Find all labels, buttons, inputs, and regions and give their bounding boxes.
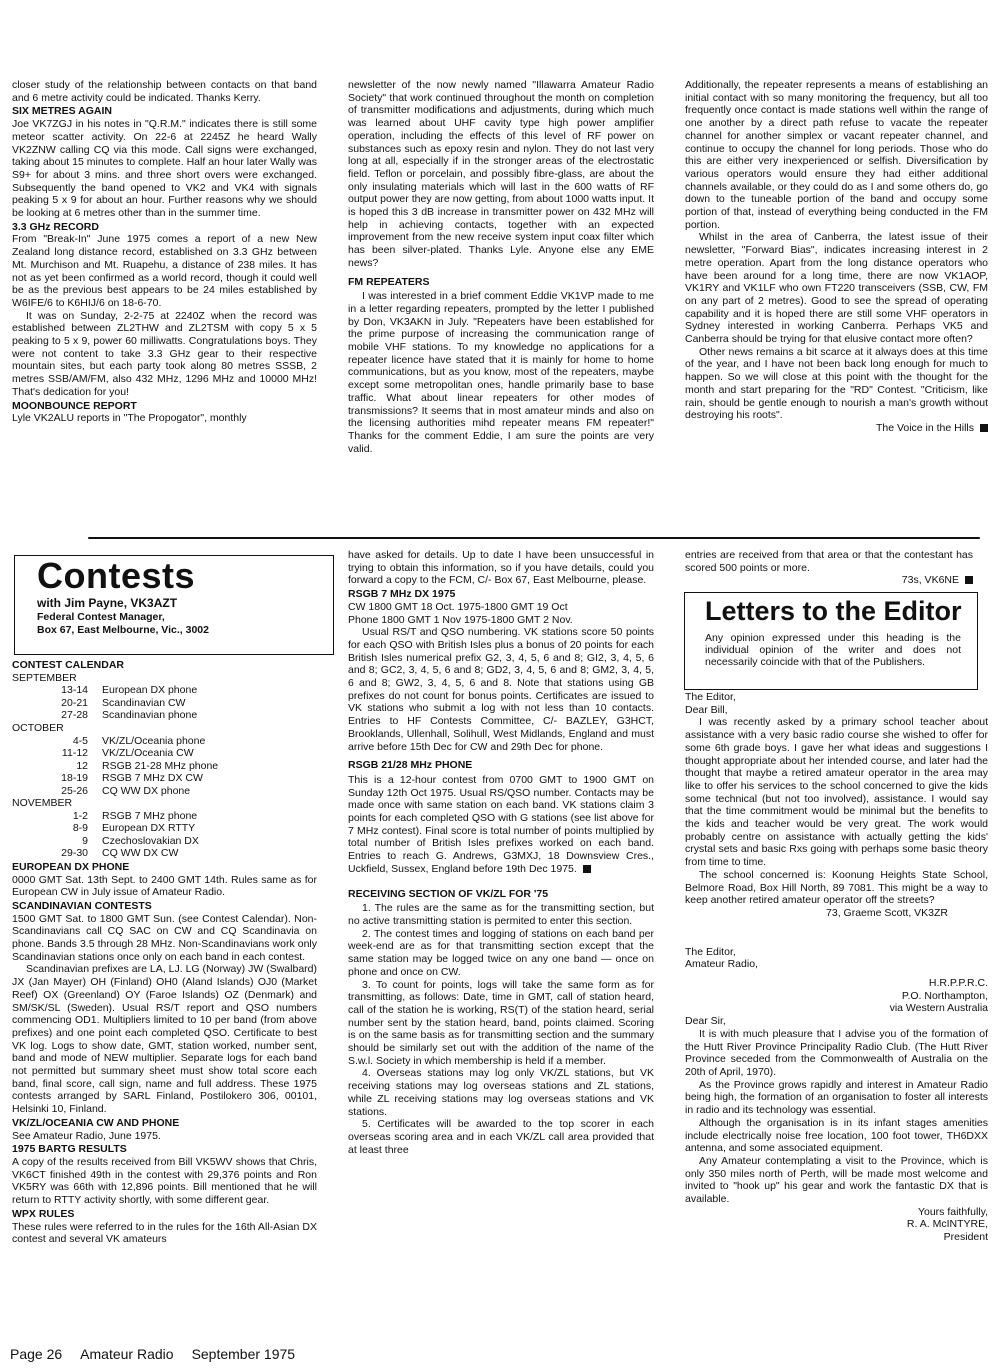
- receiving-signoff-text: 73s, VK6NE: [901, 574, 959, 587]
- calendar-row: [12, 760, 317, 773]
- letter1-greeting: Dear Bill,: [685, 703, 728, 716]
- letter2-greeting: Dear Sir,: [685, 1015, 726, 1028]
- calendar-event: Czechoslovakian DX: [102, 834, 199, 847]
- vkzl-body: See Amateur Radio, June 1975.: [12, 1129, 161, 1142]
- ghz-record-p1: From "Break-In" June 1975 comes a report of a new New Zealand long distance record, established on 3.3 GHz between Mt. Murchison and Mt. Ruapehu, a distance of 238 miles. It has not as yet been confirmed as a world record, though it could well be as the previous best appears to be 24 miles established by W6IFE/6 to K6HIJ/6 on 18-6-70.: [12, 233, 317, 309]
- rsgb-21mhz-body-wrap: [348, 774, 654, 876]
- calendar-row: [12, 772, 317, 785]
- letters-column: [685, 691, 988, 1244]
- rsgb-7mhz-cw: CW 1800 GMT 18 Oct. 1975-1800 GMT 19 Oct: [348, 600, 568, 613]
- rsgb-7mhz-phone: Phone 1800 GMT 1 Nov 1975-1800 GMT 2 Nov.: [348, 613, 573, 626]
- letter1-p1: I was recently asked by a primary school teacher about assistance with a very basic radio course she wished to offer for some 6th grade boys. I gave her what ideas and suggestions I thought appropriate about her intended course, and later had the thought that maybe a retired amateur operator in the area may like to offer his services to the school concerned to give the kids some technical (but not too involved), assistance. I would say that the time commitment would be minimal but the benefits to the kids and teacher would be very great. The work would probably centre on assistance with actually getting the kids' crystal sets and basic Rxs going with perhaps some basic theory from time to time.: [685, 716, 988, 869]
- calendar-event: VK/ZL/Oceania CW: [102, 747, 194, 760]
- calendar-date: 1-2: [72, 809, 88, 822]
- scandinavian-p2: Scandinavian prefixes are LA, LJ. LG (Norway) JW (Swalbard) JX (Jan Mayer) OH (Finland) OH0 (Aland Islands) OJ0 (Market Reef) OX (Greenland) OY (Faroe Islands) OZ (Denmark) and SM/SK/SL (Sweden). Usual RS/T report and QSO numbers commencing OD1. Multipliers limited to 10 per band (from above prefixes) and one point each completed QSO. Certificate to best VK log. Logs to show date, GMT, station worked, number sent, band and mode of NEW multiplier. Separate logs for each band not permitted but summary sheet must show total score each band, final score, call sign, name and full address. These 1975 contests arranged by SARL Finland, Postilokero 306, 00101, Helsinki 10, Finland.: [12, 963, 317, 1116]
- contests-address: [37, 611, 209, 637]
- wpx-body: These rules were referred to in the rules for the 16th All-Asian DX contest and several VK amateurs: [12, 1220, 317, 1246]
- repeaters-continued: Additionally, the repeater represents a means of establishing an initial contact with so many monitoring the frequency, but all too frequently once contact is made stations well within the range of one another by a direct path refuse to vacate the repeater channel for another simplex or vacant repeater channel, and continue to occupy the channel for long periods. Those who do this are either very inexperienced or selfish. Diversification by various operators would ensure they had either additional channels available, or they could do as I and some others do, go down to the tuneable portion of the band and occupy some portion of that, instead of everything being conducted in the FM portion.: [685, 79, 988, 231]
- calendar-date: 12: [76, 759, 88, 772]
- calendar-event: CQ WW DX phone: [102, 784, 191, 797]
- letter2-p1: It is with much pleasure that I advise you of the formation of the Hutt River Province Principality Radio Club. (The Hutt River Province seceded from the Commonwealth of Australia on the 20th of April, 1970).: [685, 1027, 988, 1078]
- european-dx-heading: EUROPEAN DX PHONE: [12, 860, 130, 873]
- receiving-signoff: [685, 574, 973, 587]
- receiving-rule-1: 1. The rules are the same as for the transmitting section, but no active transmitting station is permited to enter this section.: [348, 902, 654, 927]
- contests-role: Federal Contest Manager,: [37, 611, 165, 623]
- calendar-event: RSGB 7 MHz DX CW: [102, 772, 203, 785]
- footer-issue: September 1975: [191, 1346, 296, 1362]
- vkzl-heading: VK/ZL/OCEANIA CW AND PHONE: [12, 1116, 180, 1129]
- end-mark-icon: [583, 865, 591, 873]
- letter2-address-3: via Western Australia: [889, 1002, 988, 1015]
- contests-column-3-top: [685, 549, 973, 587]
- scandinavian-p1: 1500 GMT Sat. to 1800 GMT Sun. (see Contest Calendar). Non-Scandinavians call CQ SAC on CW and CQ Scandinavia on phone. Bands 3.5 through 28 MHz. Non-Scandinavians work only Scandinavian stations once only on each band in each contest.: [12, 912, 317, 963]
- calendar-heading: CONTEST CALENDAR: [12, 659, 124, 671]
- letter2-publication: Amateur Radio,: [685, 958, 758, 971]
- receiving-rule-2: 2. The contest times and logging of stations on each band per week-end are as for that transmitting section except that the same station may be logged twice on any one band — once on phone and once on CW.: [348, 927, 654, 978]
- letter2-p2: As the Province grows rapidly and interest in Amateur Radio being high, the formation of an organisation to foster all interests in radio and its technology was essential.: [685, 1078, 988, 1117]
- calendar-november: [12, 810, 317, 860]
- calendar-row: [12, 735, 317, 748]
- page-footer: [10, 1346, 313, 1362]
- calendar-row: [12, 684, 317, 697]
- footer-magazine: Amateur Radio: [80, 1346, 174, 1362]
- european-dx-body: 0000 GMT Sat. 13th Sept. to 2400 GMT 14th. Rules same as for European CW in July issue of Amateur Radio.: [12, 873, 317, 899]
- ghz-record-heading: 3.3 GHz RECORD: [12, 220, 99, 233]
- calendar-date: 13-14: [61, 684, 88, 697]
- calendar-date: 8-9: [72, 822, 88, 835]
- six-metres-heading: SIX METRES AGAIN: [12, 105, 112, 118]
- month-november: NOVEMBER: [12, 797, 73, 810]
- calendar-date: 9: [82, 834, 88, 847]
- top-column-1: [12, 79, 317, 425]
- other-news-paragraph: Other news remains a bit scarce at it always does at this time of the year, and I have not been back long enough for much to happen. So we will close at this point with the thought for the month and start preparing for the "RD" Contest. "Criticism, like rain, should be gentle enough to nourish a man's growth without destroying his roots".: [685, 345, 988, 422]
- letter2-address-2: P.O. Northampton,: [901, 989, 988, 1002]
- calendar-date: 18-19: [61, 772, 88, 785]
- calendar-row: [12, 835, 317, 848]
- calendar-event: European DX phone: [102, 684, 198, 697]
- month-october: OCTOBER: [12, 721, 64, 734]
- calendar-event: Scandinavian phone: [102, 709, 198, 722]
- signoff-text: The Voice in the Hills: [875, 421, 974, 434]
- bartg-body: A copy of the results received from Bill VK5WV shows that Chris, VK6CT finished 49th in the contest with 29,376 points and Ron VK5RY was 66th with 12,896 points. Bill mentioned that he will return to RTTY activity shortly, with some different gear.: [12, 1155, 317, 1207]
- six-metres-body: Joe VK7ZGJ in his notes in "Q.R.M." indicates there is still some meteor scatter activity. On 22-6 at 2245Z he heard Wally VK2ZNW calling CQ via this mode. Call signs were exchanged, taking about 15 minutes to complete. Half an hour later Wally was S9+ for about 3 mins. and three short overs were exchanged. Subsequently the band opened to VK2 and VK4 with signals peaking 5 x 9 for about an hour. Further reasons why we should be looking at 6 metres other than in the summer time.: [12, 118, 317, 220]
- letter2-p3: Although the organisation is in its infant stages amenities include electrically noise free location, 100 foot tower, TH6DXX antenna, and some associated equipment.: [685, 1116, 988, 1155]
- calendar-date: 29-30: [61, 847, 88, 860]
- rsgb-7mhz-body: Usual RS/T and QSO numbering. VK stations score 50 points for each QSO with British Isles plus a bonus of 20 points for each British Isles numerical prefix G2, 3, 4, 5, 6 and 8; GI2, 3, 4, 5, 6 and 8; GC2, 3, 4, 5, 6 and 8; GD2, 3, 4, 5, 6 and 8; GM2, 3, 4, 5, 6 and 8; GW2, 3, 4, 5, 6 and 8. Note that stations using GB prefixes do not count for bonus points. Certificates are issued to VK stations who submit a log with not less than 10 contacts. Entries to HF Contests Committee, C/- BAZLEY, G3HCT, Brooklands, Ullenhall, Solihull, West Midlands, England and must arrive before 15th Dec for CW and 29th Dec for phone.: [348, 626, 654, 753]
- calendar-row: [12, 747, 317, 760]
- calendar-row: [12, 697, 317, 710]
- letter2-title: President: [943, 1231, 988, 1244]
- moonbounce-heading: MOONBOUNCE REPORT: [12, 399, 137, 412]
- wpx-heading: WPX RULES: [12, 1207, 75, 1220]
- vhf-intro: closer study of the relationship between contacts on that band and 6 metre activity could be indicated. Thanks Kerry.: [12, 79, 317, 104]
- divider-line: [88, 537, 980, 539]
- letter1-addressee: The Editor,: [685, 691, 736, 703]
- moonbounce-body: Lyle VK2ALU reports in "The Propogator", monthly: [12, 412, 247, 425]
- fm-repeaters-body: I was interested in a brief comment Eddie VK1VP made to me in a letter regarding repeaters, prompted by the letter I published by Don, VK3AKN in July. "Repeaters have been established for the prime purpose of increasing the communication range of mobile VHF stations. To my knowledge no applications for a repeater licence have stated that it is mainly for home to home communications, but as you know, most of the repeaters, maybe except some metropolitan ones, handle primarily base to base traffic. What about linear repeaters for other modes of transmissions? It seems that in most amateur minds and also on the licensing authorities mihd repeater means FM repeater!" Thanks for the comment Eddie, I am sure the points are very valid.: [348, 290, 654, 455]
- letter1-signature: 73, Graeme Scott, VK3ZR: [826, 906, 948, 919]
- calendar-row: [12, 709, 317, 722]
- letter1-p2: The school concerned is: Koonung Heights State School, Belmore Road, Box Hill North, 89 7081. This might be a way to keep another retired amateur operator off the streets?: [685, 868, 988, 907]
- contests-column-2: [348, 549, 654, 1156]
- ghz-record-p2: It was on Sunday, 2-2-75 at 2240Z when the record was established between ZL2THW and ZL2TSM with copy 5 x 5 peaking to 5 x 9, power 60 milliwatts. Congratulations boys. They were not content to take 3.3 GHz gear to their respective mountain sites, but each party took along 80 metres SSSB, 2 metres SSB/AM/FM, also 432 MHz, 1296 MHz and 10000 MHz! That's dedication for you!: [12, 309, 317, 398]
- calendar-event: CQ WW DX CW: [102, 847, 179, 860]
- calendar-event: RSGB 21-28 MHz phone: [102, 759, 219, 772]
- calendar-event: VK/ZL/Oceania phone: [102, 734, 206, 747]
- calendar-event: European DX RTTY: [102, 822, 196, 835]
- calendar-date: 4-5: [72, 734, 88, 747]
- rsgb-21mhz-heading: RSGB 21/28 MHz PHONE: [348, 759, 473, 772]
- section-divider: [8, 537, 990, 540]
- rsgb-21mhz-body: This is a 12-hour contest from 0700 GMT to 1900 GMT on Sunday 12th Oct 1975. Usual RS/QSO number. Contacts may be made once with same station on each band. VK stations claim 3 points for each completed QSO with G stations (see list above for 7 MHz contest). Final score is total number of points multiplied by total number of British Isles prefixes worked on each band. Entries to reach G. Andrews, G3MXJ, 18 Downsview Cres., Uckfield, Sussex, England before 19th Dec 1975.: [348, 773, 654, 875]
- letter2-address-1: H.R.P.P.R.C.: [928, 977, 988, 990]
- calendar-october: [12, 735, 317, 798]
- contests-byline: with Jim Payne, VK3AZT: [37, 596, 178, 610]
- receiving-rule-4: 4. Overseas stations may log only VK/ZL stations, but VK receiving stations may log overseas stations and ZL stations, while ZL receiving stations may log overseas stations and VK stations.: [348, 1067, 654, 1118]
- canberra-paragraph: Whilst in the area of Canberra, the latest issue of their newsletter, "Forward Bias", indicates increasing interest in 2 metre operation. Apart from the long distance operators who have been around for a long time, there are now VK1AOP, VK1RY and VK1LF who own FT220 transceivers (SSB, CW, FM on any part of 2 metres). Good to see the spread of operating capability and it is hoped there are still some VHF operators in Sydney interested in working Canberra. Perhaps VK5 and Canberra should be trying for that elusive contact more often?: [685, 231, 988, 346]
- top-column-2: [348, 79, 654, 455]
- rsgb-7mhz-heading: RSGB 7 MHz DX 1975: [348, 588, 456, 601]
- letters-disclaimer: Any opinion expressed under this heading is the individual opinion of the writer and does not necessarily coincide with that of the Publishers.: [705, 632, 961, 668]
- letter2-p4: Any Amateur contemplating a visit to the Province, which is only 350 miles north of Perth, will be made most welcome and invited to "hook up" his gear and work the fantastic DX that is available.: [685, 1154, 988, 1206]
- receiving-rule-5: 5. Certificates will be awarded to the top scorer in each overseas scoring area and in each VK/ZL call area provided that at least three: [348, 1118, 654, 1156]
- month-september: SEPTEMBER: [12, 671, 77, 684]
- calendar-date: 27-28: [61, 709, 88, 722]
- wpx-continued: have asked for details. Up to date I have been unsuccessful in trying to obtain this information, so if you have details, could you forward a copy to the FCM, C/- Box 67, East Melbourne, please.: [348, 549, 654, 587]
- calendar-row: [12, 847, 317, 860]
- letters-title: Letters to the Editor: [705, 596, 962, 626]
- letters-header-box: [684, 592, 978, 690]
- calendar-row: [12, 810, 317, 823]
- scandinavian-heading: SCANDINAVIAN CONTESTS: [12, 899, 152, 912]
- calendar-date: 25-26: [61, 784, 88, 797]
- receiving-rule-3: 3. To count for points, logs will take the same form as for transmitting, as follows: Date, time in GMT, call of station heard, call of the station he is working, RS(T) of the station heard, serial number sent by the station heard, band, points claimed. Scoring is on the same basis as for transmitting section and the summary should be similarly set out with the addition of the name of the S.w.l. Society in which membership is held if a member.: [348, 978, 654, 1067]
- calendar-event: Scandinavian CW: [102, 696, 186, 709]
- calendar-row: [12, 822, 317, 835]
- fm-repeaters-heading: FM REPEATERS: [348, 275, 430, 288]
- calendar-row: [12, 785, 317, 798]
- footer-page-number: Page 26: [10, 1346, 63, 1362]
- end-mark-icon: [965, 576, 973, 584]
- end-mark-icon: [980, 424, 988, 432]
- receiving-continued: entries are received from that area or that the contestant has scored 500 points or more.: [685, 549, 973, 574]
- contests-title: Contests: [37, 555, 196, 596]
- calendar-event: RSGB 7 MHz phone: [102, 809, 198, 822]
- letter2-addressee: The Editor,: [685, 945, 736, 958]
- calendar-september: [12, 684, 317, 722]
- bartg-heading: 1975 BARTG RESULTS: [12, 1143, 127, 1156]
- letter2-name: R. A. McINTYRE,: [906, 1218, 988, 1231]
- contests-header-box: [14, 555, 334, 655]
- top-column-3: [685, 79, 988, 435]
- contests-box-address: Box 67, East Melbourne, Vic., 3002: [37, 624, 209, 636]
- receiving-section-heading: RECEIVING SECTION OF VK/ZL FOR '75: [348, 887, 549, 900]
- contests-column-1: [12, 658, 317, 1246]
- column-signoff: [685, 422, 988, 435]
- letter2-closing: Yours faithfully,: [917, 1205, 988, 1218]
- calendar-date: 20-21: [61, 696, 88, 709]
- calendar-date: 11-12: [61, 747, 88, 760]
- moonbounce-continued: newsletter of the now newly named "Illawarra Amateur Radio Society" that work continued throughout the month on completion of transmitter modifications and adjustments, during which much was learned about UHF cavity type high power amplifier operation, including the effects of this level of RF power on substances such as epoxy resin and nylon. They do not last very long at all, especially if in the stronger areas of the electrostatic field. Teflon or porcelain, and possibly fibre-glass, are about the only insulating materials which will last in the 600 watts of RF output power they are now getting, from about 1000 watts input. It is hoped this 3 dB increase in transmitter power on 432 MHz will help in achieving contacts, together with an expected improvement from the new receive system input coax filter which has been silver-plated. Thanks Lyle. Anyone else any EME news?: [348, 79, 654, 269]
